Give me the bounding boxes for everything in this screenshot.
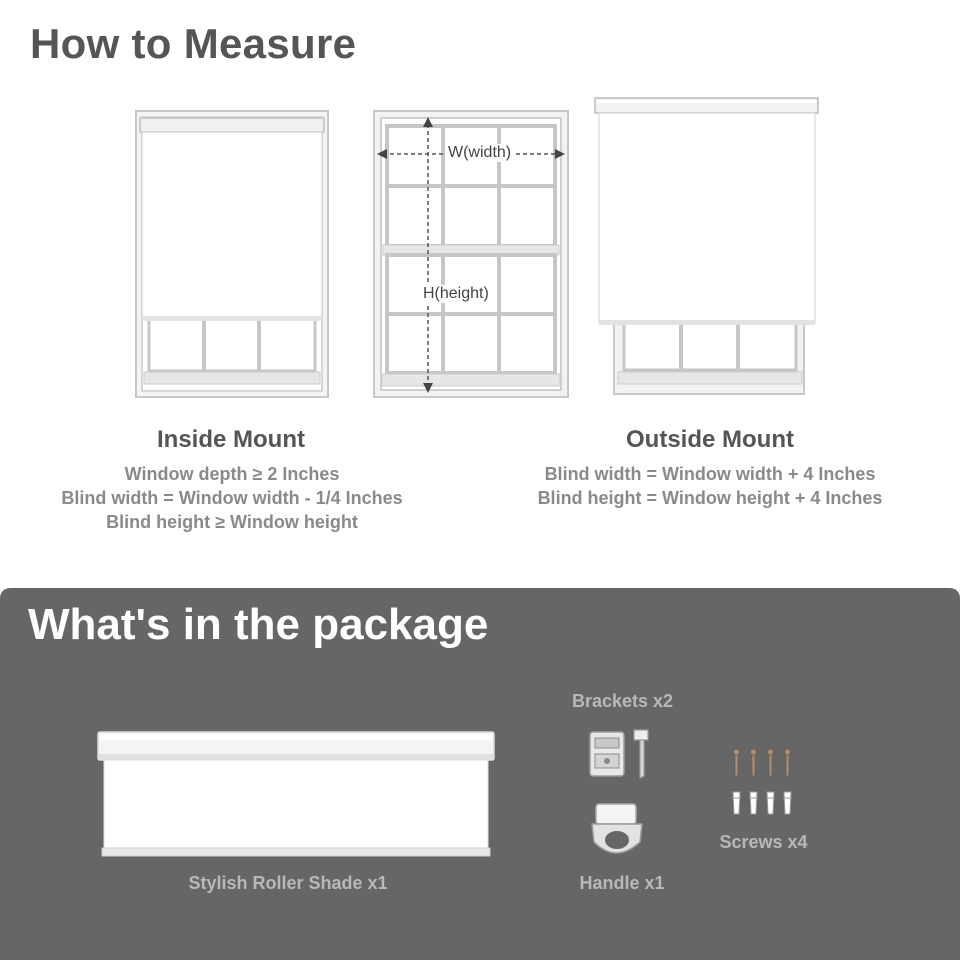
outside-rule-height: Blind height = Window height + 4 Inches — [537, 488, 883, 508]
screws-image — [730, 748, 798, 822]
inside-rule-depth: Window depth ≥ 2 Inches — [124, 464, 340, 484]
inside-mount-rules — [0, 462, 472, 534]
handle-image — [590, 802, 644, 862]
width-label: W(width) — [448, 144, 512, 161]
package-heading: What's in the package — [28, 600, 489, 649]
inside-rule-width: Blind width = Window width - 1/4 Inches — [61, 488, 403, 508]
outside-mount-title: Outside Mount — [626, 426, 794, 453]
roller-shade-image — [96, 730, 498, 862]
how-to-measure-heading: How to Measure — [30, 20, 357, 67]
outside-mount-rules — [470, 462, 950, 510]
height-label: H(height) — [423, 285, 489, 302]
outside-mount-illustration — [594, 96, 820, 398]
outside-rule-width: Blind width = Window width + 4 Inches — [544, 464, 876, 484]
handle-label: Handle x1 — [579, 873, 665, 893]
brackets-label: Brackets x2 — [571, 691, 674, 711]
brackets-image — [586, 728, 656, 782]
inside-rule-height: Blind height ≥ Window height — [106, 512, 358, 532]
roller-shade-label: Stylish Roller Shade x1 — [188, 873, 388, 893]
inside-mount-illustration — [135, 110, 329, 400]
screws-label: Screws x4 — [719, 832, 808, 852]
inside-mount-title: Inside Mount — [157, 426, 305, 453]
